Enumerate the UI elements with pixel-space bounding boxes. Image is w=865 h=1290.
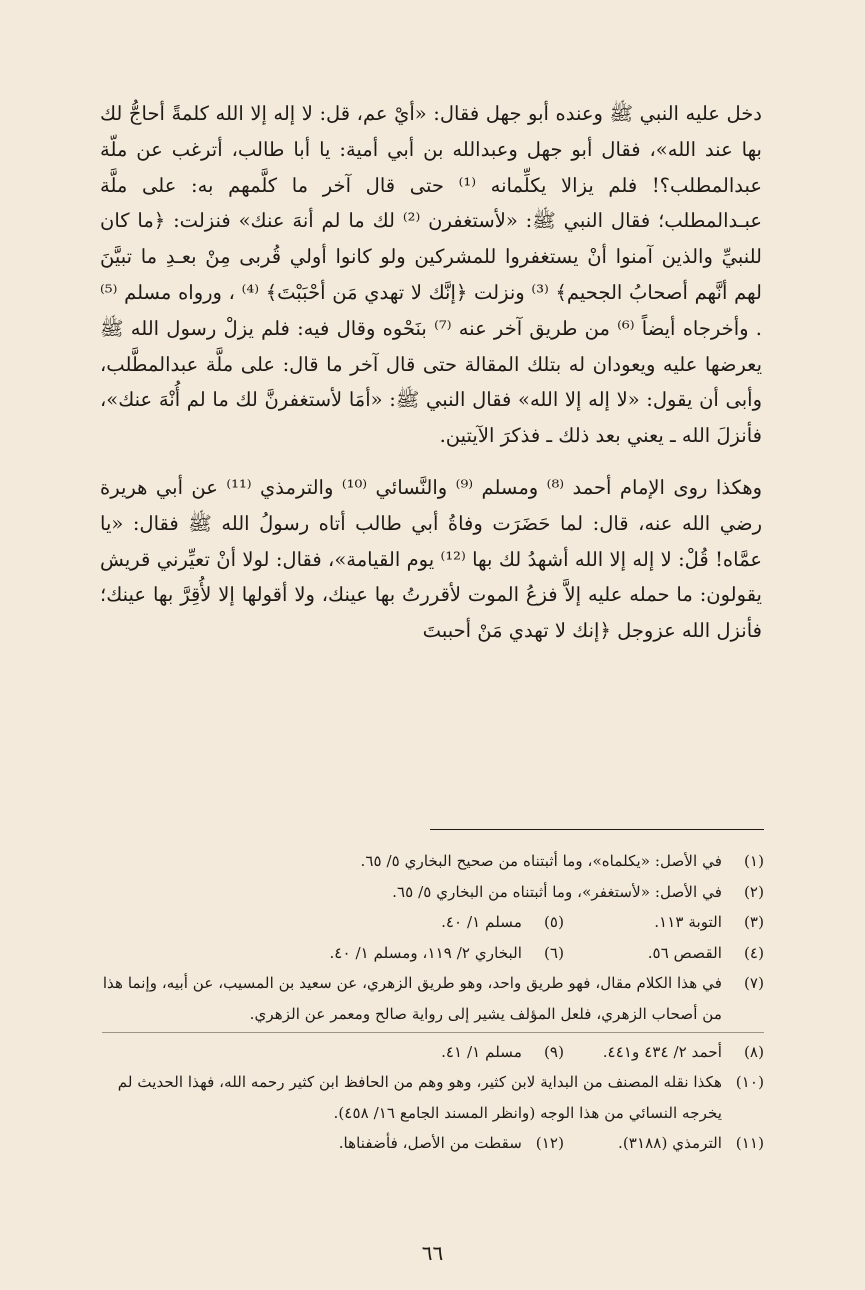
footnote-separator [430, 829, 764, 830]
footnotes [100, 846, 764, 1159]
footnote-row [100, 1037, 764, 1068]
footnote-number: (١) [743, 852, 764, 870]
footnote [144, 1128, 564, 1159]
footnote [100, 968, 764, 1029]
footnote-text: في الأصل: «يكلماه»، وما أثبتناه من صحيح البخاري ٥/ ٦٥. [360, 852, 722, 870]
footnote-number: (٦) [543, 943, 564, 962]
footnote-row [100, 1128, 764, 1159]
footnote-divider [102, 1032, 764, 1033]
footnote-text: القصص ٥٦. [647, 943, 722, 962]
footnote-number: (١٢) [535, 1134, 564, 1153]
footnote-text: هكذا نقله المصنف من البداية لابن كثير، وهو وهم من الحافظ ابن كثير رحمه الله، فهذا الحديث لم يخرجه النسائي من هذا الوجه (وانظر المسند الجامع ١٦/ ٤٥٨). [117, 1073, 722, 1122]
footnote-text: أحمد ٢/ ٤٣٤ و٤٤١. [602, 1042, 722, 1061]
footnote-number: (٢) [743, 882, 764, 901]
footnote-number: (٤) [743, 943, 764, 962]
footnote [144, 938, 564, 969]
footnote [100, 1067, 764, 1128]
footnote-text: مسلم ١/ ٤٠. [441, 913, 522, 932]
footnote-row [100, 907, 764, 938]
footnote [564, 938, 764, 969]
footnote-text: سقطت من الأصل، فأضفناها. [338, 1134, 522, 1153]
footnote-number: (١٠) [735, 1073, 764, 1092]
paragraph: دخل عليه النبي ﷺ وعنده أبو جهل فقال: «أيْ عم، قل: لا إله إلا الله كلمةً أحاجُّ لك بها عند الله»، فقال أبو جهل وعبدالله بن أبي أمية: يا أبا طالب، أترغب عن ملّة عبدالمطلب؟! فلم يزالا يكلِّمانه ⁽¹⁾ حتى قال آخر ما كلَّمهم به: على ملَّة عبـدالمطلب؛ فقال النبي ﷺ: «لأستغفرن ⁽²⁾ لك ما لم أنهَ عنك» فنزلت: ﴿ما كان للنبيِّ والذين آمنوا أنْ يستغفروا للمشركين ولو كانوا أولي قُربى مِنْ بعـدِ ما تبيَّنَ لهم أنَّهم أصحابُ الجحيم﴾ ⁽³⁾ ونزلت ﴿إنَّك لا تهدي مَن أحْبَبْتَ﴾ ⁽⁴⁾ ، ورواه مسلم ⁽⁵⁾ . وأخرجاه أيضاً ⁽⁶⁾ من طريق آخر عنه ⁽⁷⁾ بنَحْوه وقال فيه: فلم يزلْ رسول الله ﷺ يعرضها عليه ويعودان له بتلك المقالة حتى قال آخر ما قال: على ملَّة عبدالمطَّلب، وأبى أن يقول: «لا إله إلا الله» فقال النبي ﷺ: «أمَا لأستغفرنَّ لك ما لم أُنْهَ عنك»، فأنزلَ الله ـ يعني بعد ذلك ـ فذكرَ الآيتين. [100, 102, 762, 448]
footnote [564, 1037, 764, 1068]
main-text [100, 96, 762, 649]
footnote-text: مسلم ١/ ٤١. [441, 1042, 522, 1061]
footnote-text: في الأصل: «لأستغفر»، وما أثبتناه من البخاري ٥/ ٦٥. [392, 882, 722, 901]
paragraph: وهكذا روى الإمام أحمد ⁽⁸⁾ ومسلم ⁽⁹⁾ والنَّسائي ⁽¹⁰⁾ والترمذي ⁽¹¹⁾ عن أبي هريرة رضي الله عنه، قال: لما حَضَرَت وفاةُ أبي طالب أتاه رسولُ الله ﷺ فقال: «يا عمَّاه! قُلْ: لا إله إلا الله أشهدُ لك بها ⁽¹²⁾ يوم القيامة»، فقال: لولا أنْ تعيِّرني قريش يقولون: ما حمله عليه إلاَّ فزعُ الموت لأقررتُ بها عينك، ولا أقولها إلا لأُقِرَّ بها عينك؛ فأنزل الله عزوجل ﴿إنك لا تهدي مَنْ أحببتَ [100, 475, 763, 643]
footnote-number: (٨) [743, 1042, 764, 1061]
footnote [564, 907, 764, 938]
footnote [144, 907, 564, 938]
footnote [100, 877, 764, 908]
footnote-text: التوبة ١١٣. [654, 913, 722, 932]
footnote-text: البخاري ٢/ ١١٩، ومسلم ١/ ٤٠. [329, 943, 522, 962]
footnote-row [100, 938, 764, 969]
page-number: ٦٦ [421, 1241, 444, 1265]
footnote [100, 846, 764, 877]
footnote-number: (٧) [743, 974, 764, 993]
footnote-number: (٥) [543, 913, 564, 932]
footnote [144, 1037, 564, 1068]
footnote-number: (٣) [743, 913, 764, 932]
footnote-text: في هذا الكلام مقال، فهو طريق واحد، وهو طريق الزهري، عن سعيد بن المسيب، عن أبيه، وإنما هذا من أصحاب الزهري، فلعل المؤلف يشير إلى رواية صالح ومعمر عن الزهري. [102, 974, 722, 1023]
footnote-text: الترمذي (٣١٨٨). [618, 1134, 722, 1153]
footnote [564, 1128, 764, 1159]
footnote-number: (١١) [735, 1134, 764, 1153]
footnote-number: (٩) [543, 1042, 564, 1061]
